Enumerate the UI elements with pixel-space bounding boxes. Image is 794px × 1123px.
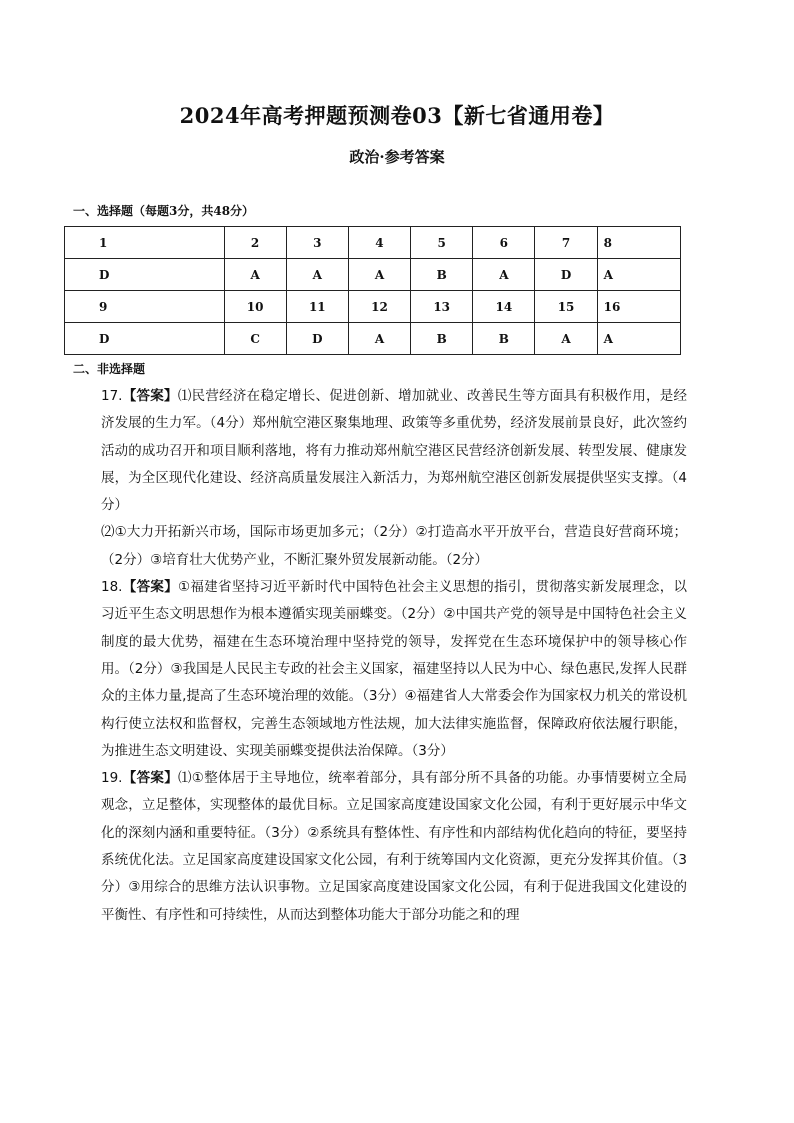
- q17-answer-tag: 【答案】: [122, 388, 178, 404]
- page-subtitle: 政治·参考答案: [349, 148, 445, 166]
- table-cell: 2: [224, 227, 286, 259]
- table-cell: A: [597, 323, 680, 355]
- table-row: [65, 323, 681, 355]
- table-cell: 13: [411, 291, 473, 323]
- table-cell: 10: [224, 291, 286, 323]
- q19-number: 19.: [101, 770, 123, 787]
- q19-text: ⑴①整体居于主导地位，统率着部分，具有部分所不具备的功能。办事情要树立全局观念，立足整体，实现整体的最优目标。立足国家高度建设国家文化公园，有利于更好展示中华文化的深刻内涵和重要特征。（3分）②系统具有整体性、有序性和内部结构优化趋向的特征，要坚持系统优化法。立足国家高度建设国家文化公园，有利于统筹国内文化资源，更充分发挥其价值。（3分）③用综合的思维方法认识事物。立足国家高度建设国家文化公园，有利于促进我国文化建设的平衡性、有序性和可持续性，从而达到整体功能大于部分功能之和的理: [101, 770, 687, 923]
- table-cell: D: [286, 323, 348, 355]
- q17-answer-part1: [101, 383, 687, 519]
- q19-answer: [101, 765, 687, 929]
- table-cell: 7: [535, 227, 597, 259]
- table-cell: 1: [65, 227, 225, 259]
- table-cell: 11: [286, 291, 348, 323]
- table-cell: 5: [411, 227, 473, 259]
- table-cell: 4: [348, 227, 410, 259]
- q17-number: 17.: [101, 388, 123, 404]
- page-title: 2024年高考押题预测卷03【新七省通用卷】: [179, 103, 615, 128]
- table-cell: A: [597, 259, 680, 291]
- q18-answer: [101, 574, 687, 765]
- table-row: [65, 291, 681, 323]
- table-cell: 15: [535, 291, 597, 323]
- section2-heading: 二、非选择题: [73, 362, 146, 376]
- table-cell: A: [535, 323, 597, 355]
- table-row: [65, 259, 681, 291]
- table-cell: A: [473, 259, 535, 291]
- table-cell: D: [535, 259, 597, 291]
- answer-table: [64, 226, 681, 355]
- table-cell: A: [224, 259, 286, 291]
- table-row: [65, 227, 681, 259]
- table-cell: 3: [286, 227, 348, 259]
- section1-heading: 一、选择题（每题3分，共48分）: [73, 204, 255, 218]
- table-cell: B: [473, 323, 535, 355]
- table-cell: 9: [65, 291, 225, 323]
- q18-number: 18.: [101, 579, 123, 596]
- table-cell: B: [411, 259, 473, 291]
- q18-text: ①福建省坚持习近平新时代中国特色社会主义思想的指引，贯彻落实新发展理念，以习近平生态文明思想作为根本遵循实现美丽蝶变。（2分）②中国共产党的领导是中国特色社会主义制度的最大优势，福建在生态环境治理中坚持党的领导，发挥党在生态环境保护中的领导核心作用。（2分）③我国是人民民主专政的社会主义国家，福建坚持以人民为中心、绿色惠民,发挥人民群众的主体力量,提高了生态环境治理的效能。（3分）④福建省人大常委会作为国家权力机关的常设机构行使立法权和监督权，完善生态领域地方性法规，加大法律实施监督，保障政府依法履行职能，为推进生态文明建设、实现美丽蝶变提供法治保障。（3分）: [101, 579, 687, 759]
- table-cell: 6: [473, 227, 535, 259]
- table-cell: D: [65, 259, 225, 291]
- q17-answer-part2: ⑵①大力开拓新兴市场，国际市场更加多元；（2分）②打造高水平开放平台，营造良好营商环境；（2分）③培育壮大优势产业，不断汇聚外贸发展新动能。（2分）: [101, 524, 687, 568]
- table-cell: 14: [473, 291, 535, 323]
- table-cell: 8: [597, 227, 680, 259]
- table-cell: 16: [597, 291, 680, 323]
- table-cell: 12: [348, 291, 410, 323]
- table-cell: A: [348, 259, 410, 291]
- answer-body: [101, 383, 687, 929]
- table-cell: A: [286, 259, 348, 291]
- table-cell: D: [65, 323, 225, 355]
- q17-text-part1: ⑴民营经济在稳定增长、促进创新、增加就业、改善民生等方面具有积极作用，是经济发展的生力军。（4分）郑州航空港区聚集地理、政策等多重优势，经济发展前景良好，此次签约活动的成功召开和项目顺利落地，将有力推动郑州航空港区民营经济创新发展、转型发展、健康发展，为全区现代化建设、经济高质量发展注入新活力，为郑州航空港区创新发展提供坚实支撑。（4分）: [101, 388, 687, 514]
- q18-answer-tag: 【答案】: [122, 579, 178, 596]
- table-cell: B: [411, 323, 473, 355]
- q19-answer-tag: 【答案】: [122, 770, 178, 787]
- table-cell: C: [224, 323, 286, 355]
- table-cell: A: [348, 323, 410, 355]
